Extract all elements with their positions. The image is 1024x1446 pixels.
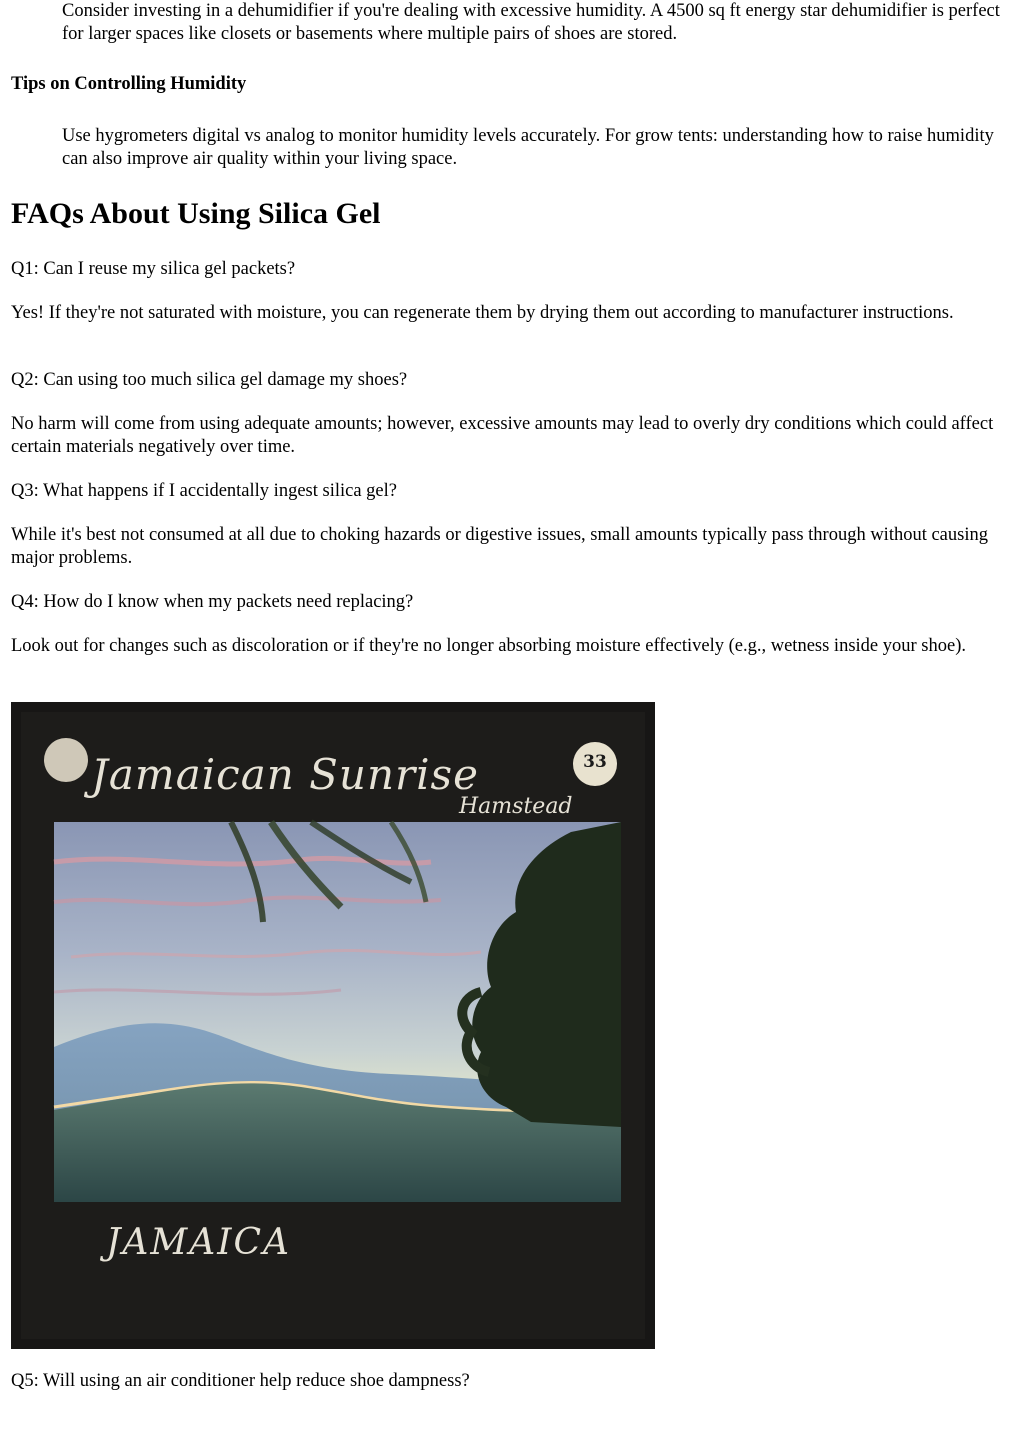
- slide-title-caption: Jamaican Sunrise: [91, 750, 479, 799]
- faq-question-4: Q4: How do I know when my packets need replacing?: [11, 592, 414, 612]
- faq-question-1: Q1: Can I reuse my silica gel packets?: [11, 259, 296, 279]
- tips-paragraph: Use hygrometers digital vs analog to monitor humidity levels accurately. For grow tents: understanding how to raise humidity can also improve air quality within your living space.: [62, 126, 994, 169]
- lantern-slide-image: [11, 702, 655, 1349]
- faq-answer-2: No harm will come from using adequate amounts; however, excessive amounts may lead to overly dry conditions which could affect certain materials negatively over time.: [11, 414, 994, 457]
- faq-heading: FAQs About Using Silica Gel: [11, 197, 381, 230]
- slide-number-badge: 33: [583, 752, 607, 772]
- slide-signature: Hamstead: [459, 794, 573, 819]
- faq-answer-4: Look out for changes such as discoloration or if they're no longer absorbing moisture effectively (e.g., wetness inside your shoe).: [11, 636, 966, 656]
- faq-question-2: Q2: Can using too much silica gel damage my shoes?: [11, 370, 408, 390]
- dehumidifier-paragraph: Consider investing in a dehumidifier if you're dealing with excessive humidity. A 4500 sq ft energy star dehumidifier is perfect for larger spaces like closets or basements where multiple pairs of shoes are stored.: [62, 1, 1000, 44]
- faq-question-5: Q5: Will using an air conditioner help reduce shoe dampness?: [11, 1371, 470, 1391]
- tips-heading: Tips on Controlling Humidity: [11, 74, 247, 94]
- faq-answer-1: Yes! If they're not saturated with moisture, you can regenerate them by drying them out according to manufacturer instructions.: [11, 303, 954, 323]
- faq-question-3: Q3: What happens if I accidentally ingest silica gel?: [11, 481, 397, 501]
- slide-location-caption: JAMAICA: [106, 1222, 292, 1263]
- faq-answer-3: While it's best not consumed at all due to choking hazards or digestive issues, small amounts typically pass through without causing major problems.: [11, 525, 988, 568]
